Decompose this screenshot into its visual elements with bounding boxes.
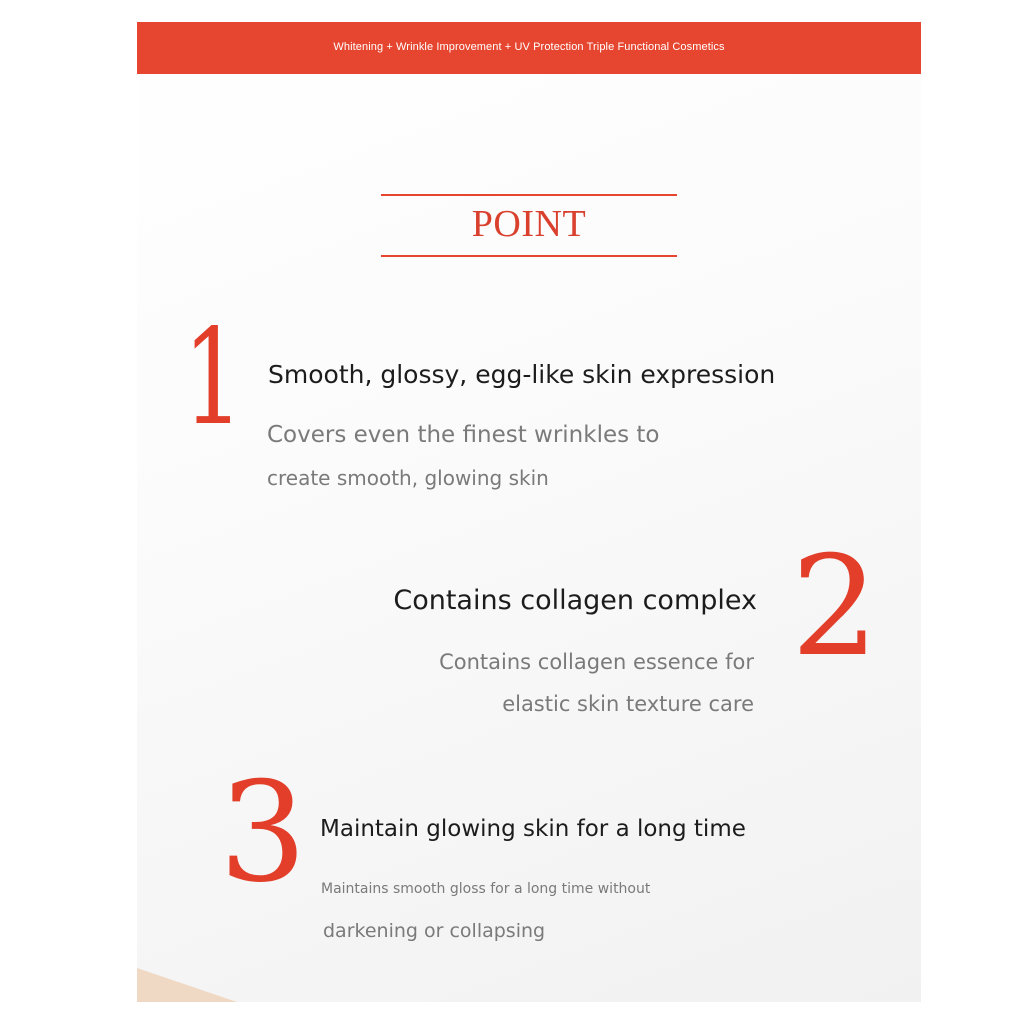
point-3-number: 3 [219,752,307,913]
point-2-number: 2 [791,526,879,687]
point-3-heading: Maintain glowing skin for a long time [320,816,746,842]
banner-text: Whitening + Wrinkle Improvement + UV Protection Triple Functional Cosmetics [333,41,725,53]
point-1-number: 1 [183,301,244,455]
top-banner [137,22,921,74]
point-2-description-line1: Contains collagen essence for [439,650,754,674]
point-top-rule [381,194,677,196]
point-1-heading: Smooth, glossy, egg-like skin expression [268,360,776,389]
point-2-heading: Contains collagen complex [393,585,757,616]
point-3-description-line1: Maintains smooth gloss for a long time without [321,881,651,897]
point-1-description-line1: Covers even the finest wrinkles to [267,422,660,448]
point-title: POINT [471,203,587,245]
product-detail-page [137,22,921,1002]
point-1-description-line2: create smooth, glowing skin [267,466,549,490]
point-bottom-rule [381,255,677,257]
point-3-description-line2: darkening or collapsing [323,920,546,942]
point-2-description-line2: elastic skin texture care [502,692,754,716]
product-corner-shape [137,968,237,1002]
